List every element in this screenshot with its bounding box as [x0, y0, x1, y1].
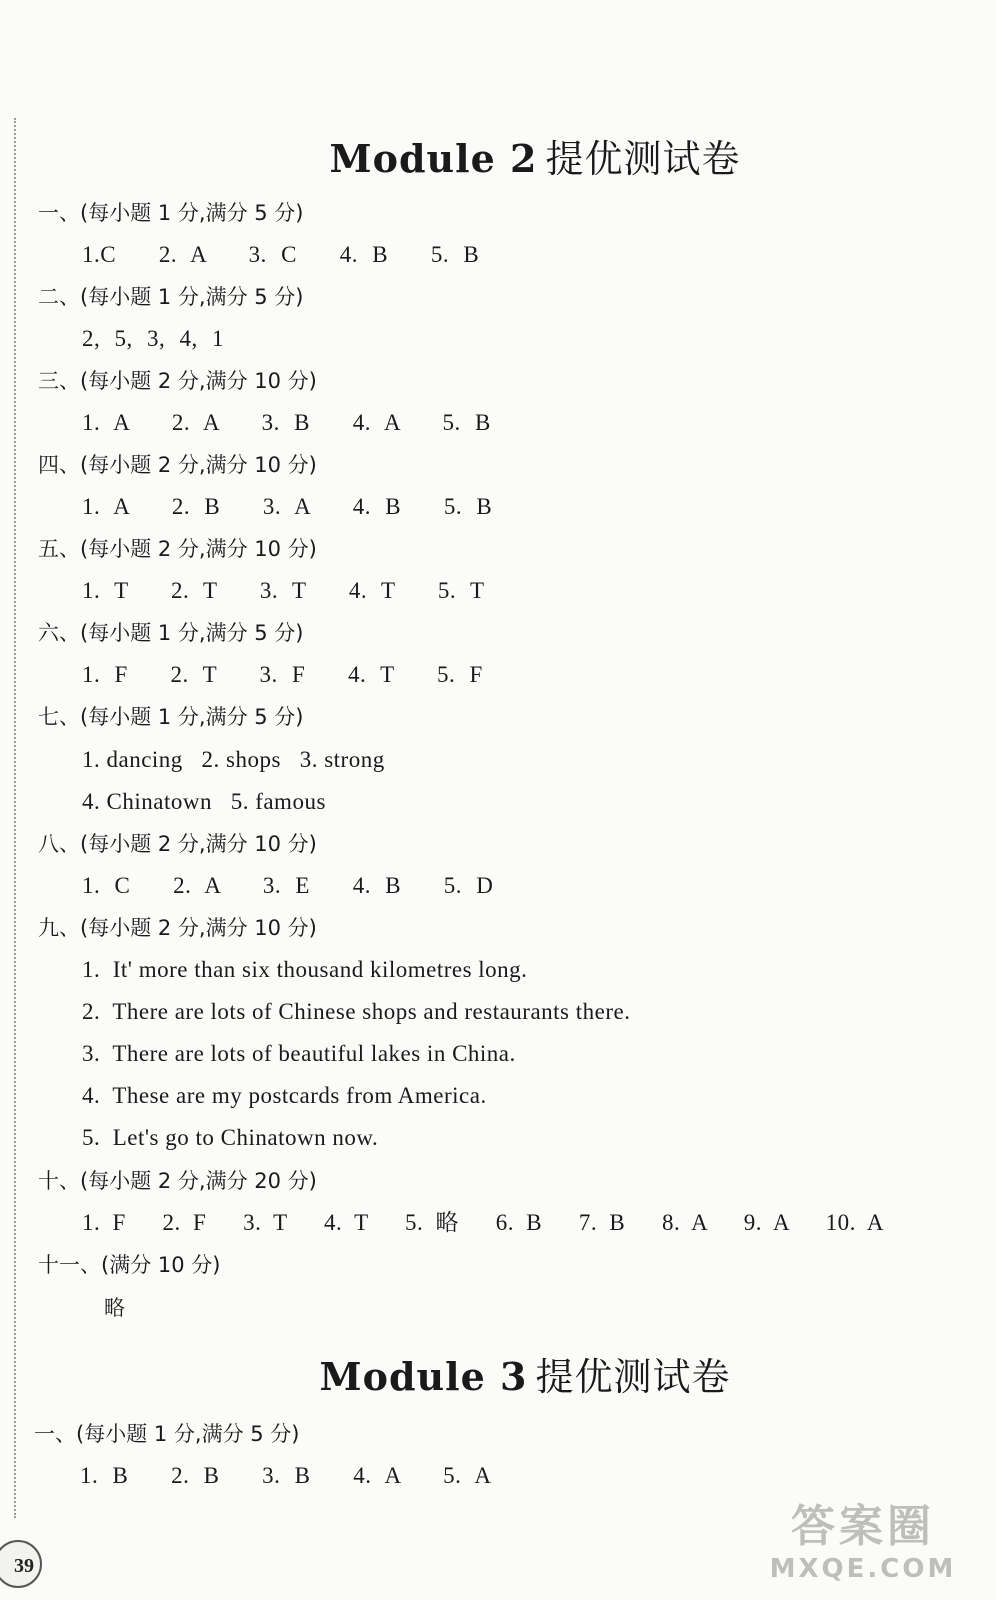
module2-title-cn: 提优测试卷 — [545, 137, 741, 181]
watermark-logo — [748, 1500, 978, 1592]
watermark-bottom: MXQE.COM — [769, 1554, 957, 1584]
module3-title-cn: 提优测试卷 — [535, 1355, 731, 1399]
m2-s9-answer-3: 3. There are lots of beautiful lakes in China. — [82, 1041, 516, 1066]
page-number-badge: 39 — [0, 1540, 42, 1588]
binding-margin-line — [14, 118, 16, 1518]
m2-s1-heading: 一、(每小题 1 分,满分 5 分) — [38, 201, 304, 225]
module3-title — [0, 1346, 996, 1401]
m2-s9-answer-5: 5. Let's go to Chinatown now. — [82, 1125, 379, 1150]
m2-s1-answers: 1.C 2. A 3. C 4. B 5. B — [82, 242, 480, 267]
m2-s10-heading: 十、(每小题 2 分,满分 20 分) — [38, 1169, 317, 1193]
m2-s8-heading: 八、(每小题 2 分,满分 10 分) — [38, 832, 317, 856]
m2-s11-answers: 略 — [104, 1296, 126, 1320]
m2-s5-answers: 1. T 2. T 3. T 4. T 5. T — [82, 578, 485, 603]
module3-title-en: Module 3 — [319, 1354, 528, 1399]
m3-s1-heading: 一、(每小题 1 分,满分 5 分) — [34, 1422, 300, 1446]
m2-s3-heading: 三、(每小题 2 分,满分 10 分) — [38, 369, 317, 393]
m2-s6-answers: 1. F 2. T 3. F 4. T 5. F — [82, 662, 483, 687]
m2-s3-answers: 1. A 2. A 3. B 4. A 5. B — [82, 410, 491, 435]
m2-s8-answers: 1. C 2. A 3. E 4. B 5. D — [82, 873, 494, 898]
m3-s1-answers: 1. B 2. B 3. B 4. A 5. A — [80, 1463, 492, 1488]
m2-s10-answers: 1. F 2. F 3. T 4. T 5. 略 6. B 7. B 8. A 9. A 10. A — [82, 1210, 884, 1235]
m2-s4-answers: 1. A 2. B 3. A 4. B 5. B — [82, 494, 493, 519]
m2-s9-answer-1: 1. It' more than six thousand kilometres long. — [82, 957, 528, 982]
m2-s2-heading: 二、(每小题 1 分,满分 5 分) — [38, 285, 304, 309]
m2-s7-answers-1: 1. dancing 2. shops 3. strong — [82, 747, 385, 772]
m2-s9-answer-4: 4. These are my postcards from America. — [82, 1083, 487, 1108]
m2-s2-answers: 2, 5, 3, 4, 1 — [82, 326, 224, 351]
m2-s9-heading: 九、(每小题 2 分,满分 10 分) — [38, 916, 317, 940]
m2-s6-heading: 六、(每小题 1 分,满分 5 分) — [38, 621, 304, 645]
m2-s5-heading: 五、(每小题 2 分,满分 10 分) — [38, 537, 317, 561]
m2-s11-heading: 十一、(满分 10 分) — [38, 1253, 221, 1277]
watermark-top: 答案圈 — [791, 1501, 935, 1552]
m2-s7-heading: 七、(每小题 1 分,满分 5 分) — [38, 705, 304, 729]
m2-s4-heading: 四、(每小题 2 分,满分 10 分) — [38, 453, 317, 477]
m2-s7-answers-2: 4. Chinatown 5. famous — [82, 789, 326, 814]
m2-s9-answer-2: 2. There are lots of Chinese shops and restaurants there. — [82, 999, 631, 1024]
module2-title-en: Module 2 — [329, 136, 538, 181]
module2-title — [0, 128, 996, 183]
